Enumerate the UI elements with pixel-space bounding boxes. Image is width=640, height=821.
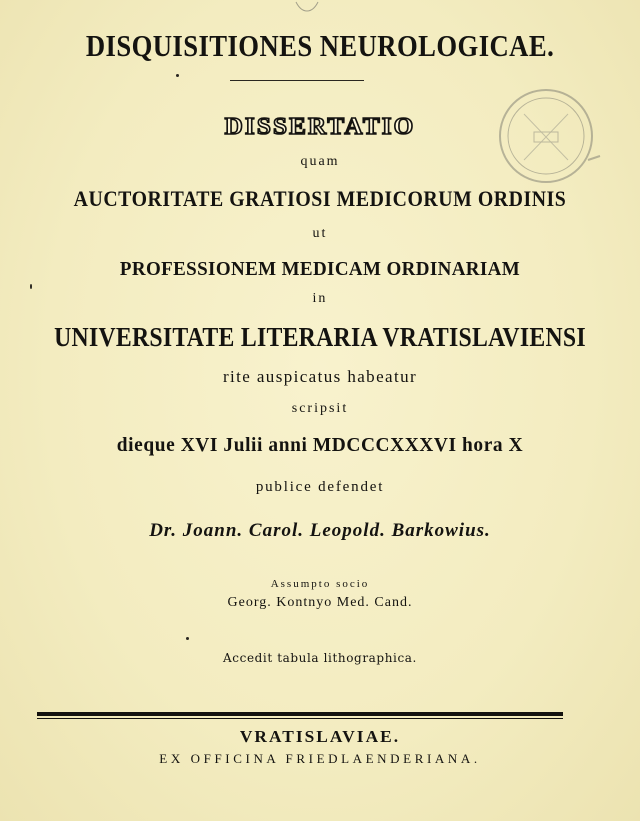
ink-speck [186,637,189,640]
assumpto-line: Assumpto socio [270,578,370,590]
imprint-printer: EX OFFICINA FRIEDLAENDERIANA. [159,751,481,766]
publice-defendet-line: publice defendet [255,479,385,495]
ink-speck [176,74,179,77]
date-line: dieque XVI Julii anni MDCCCXXXVI hora X [116,434,524,456]
title-divider [230,80,364,81]
accedit-line: Accedit tabula lithographica. [223,651,417,665]
quam-line: quam [300,154,340,169]
library-stamp-icon [484,84,604,194]
universitate-line: UNIVERSITATE LITERARIA VRATISLAVIENSI [54,322,586,352]
corner-pencil-mark [292,0,322,16]
auctoritate-line: AUCTORITATE GRATIOSI MEDICORUM ORDINIS [73,186,567,211]
in-line: in [312,291,328,306]
main-title: DISQUISITIONES NEUROLOGICAE. [85,28,555,63]
imprint-place: VRATISLAVIAE. [239,727,401,746]
rite-line: rite auspicatus habeatur [222,367,418,386]
socius-line: Georg. Kontnyo Med. Cand. [227,595,413,610]
scripsit-line: scripsit [291,401,349,416]
imprint-rule-thick [37,712,563,716]
author-line: Dr. Joann. Carol. Leopold. Barkowius. [149,520,491,541]
professionem-line: PROFESSIONEM MEDICAM ORDINARIAM [119,258,521,280]
ink-speck [30,284,32,289]
dissertatio-heading: DISSERTATIO [224,114,416,140]
ut-line: ut [312,226,328,241]
imprint-rule-thin [37,718,563,719]
